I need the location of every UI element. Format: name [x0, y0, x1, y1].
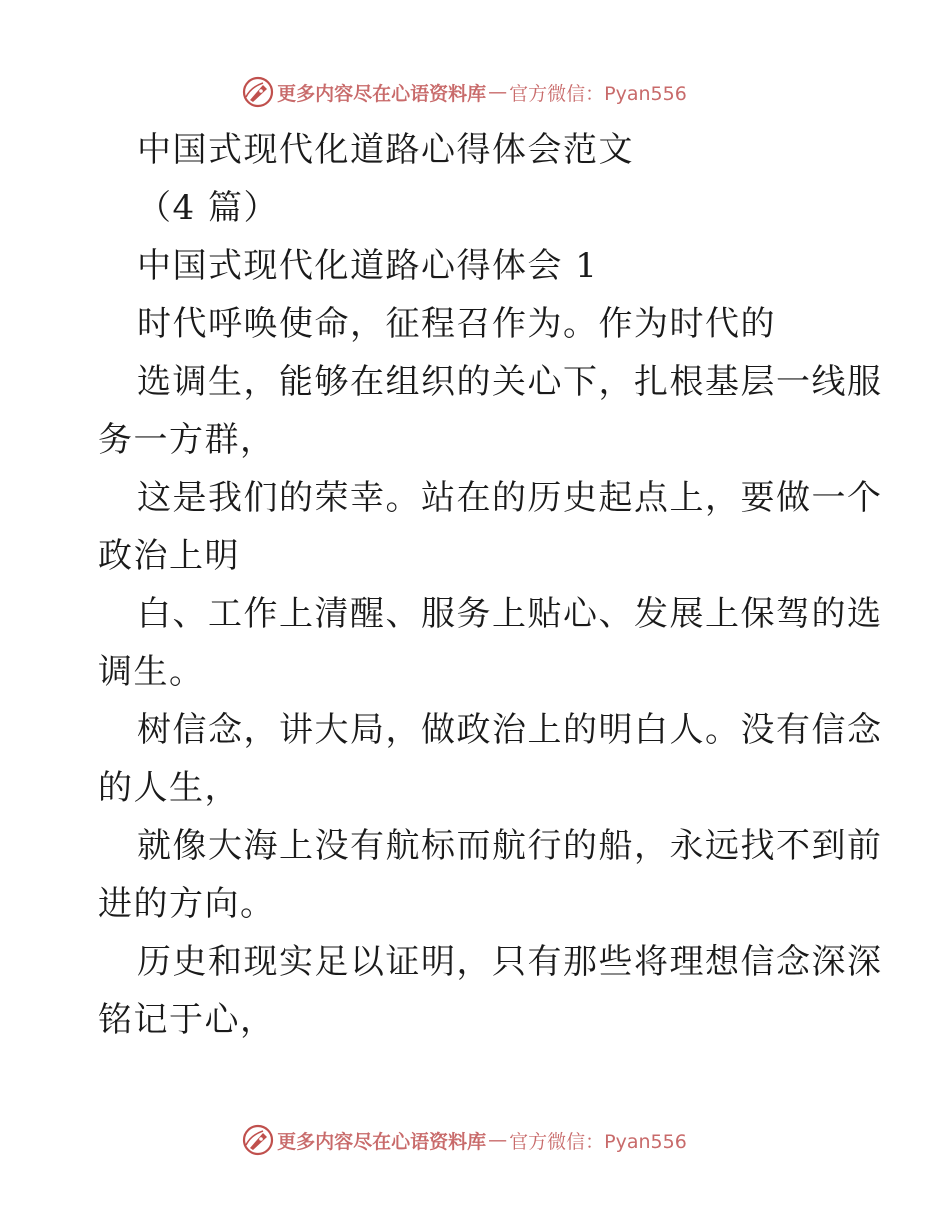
- watermark-contact: 官方微信：Pyan556: [509, 1130, 687, 1153]
- paragraph-line: 铭记于心，: [98, 1000, 276, 1040]
- watermark-contact: 官方微信：Pyan556: [509, 82, 687, 105]
- paragraph-line: 进的方向。: [98, 884, 276, 924]
- watermark-separator: —: [488, 1129, 508, 1151]
- paragraph-line: 务一方群，: [98, 420, 276, 460]
- pen-nib-circle-icon: [241, 75, 275, 109]
- footer-watermark: [0, 1120, 950, 1160]
- paragraph-line: 选调生，能够在组织的关心下，扎根基层一线服: [137, 362, 883, 402]
- doc-title: 中国式现代化道路心得体会范文: [137, 130, 634, 170]
- paragraph-line: 调生。: [98, 652, 205, 692]
- paragraph-line: 树信念，讲大局，做政治上的明白人。没有信念: [137, 710, 883, 750]
- paragraph-line: 的人生，: [98, 768, 240, 808]
- paragraph-line: 白、工作上清醒、服务上贴心、发展上保驾的选: [137, 594, 883, 634]
- watermark-separator: —: [488, 81, 508, 103]
- paragraph-line: 时代呼唤使命，征程召作为。作为时代的: [137, 304, 776, 344]
- section-heading: 中国式现代化道路心得体会 1: [137, 246, 599, 286]
- watermark-brand: 更多内容尽在心语资料库: [277, 1130, 487, 1153]
- header-watermark: [0, 72, 950, 112]
- pen-nib-circle-icon: [241, 1123, 275, 1157]
- watermark-brand: 更多内容尽在心语资料库: [277, 82, 487, 105]
- paragraph-line: 政治上明: [98, 536, 240, 576]
- paragraph-line: 这是我们的荣幸。站在的历史起点上，要做一个: [137, 478, 883, 518]
- paragraph-line: 历史和现实足以证明，只有那些将理想信念深深: [137, 942, 883, 982]
- paragraph-line: 就像大海上没有航标而航行的船，永远找不到前: [137, 826, 883, 866]
- doc-subtitle: （4 篇）: [137, 188, 279, 228]
